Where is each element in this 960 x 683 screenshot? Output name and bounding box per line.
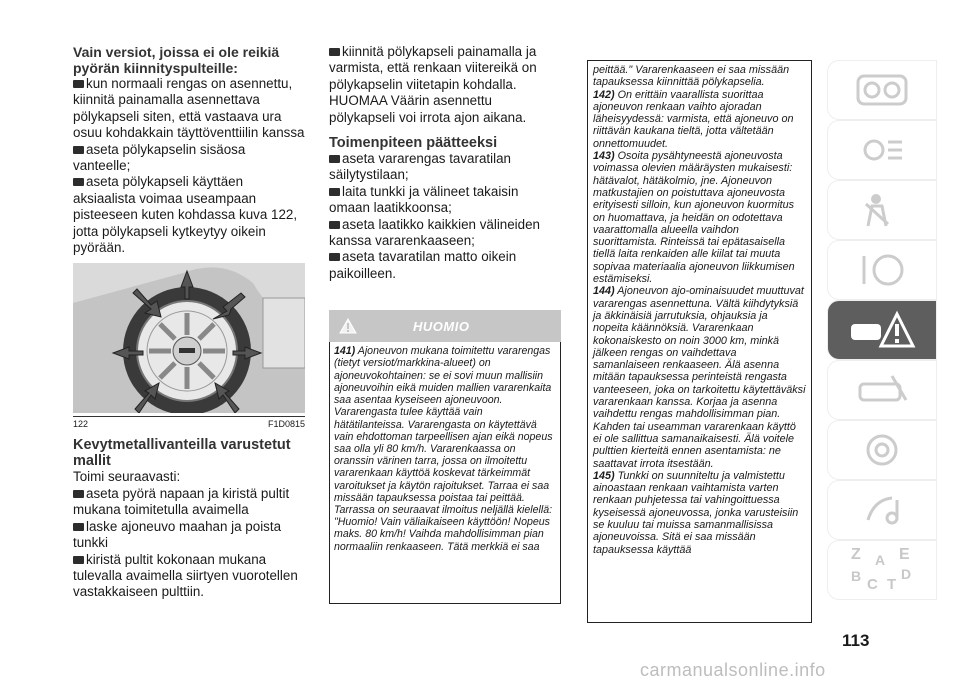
index-letter: B	[851, 568, 862, 584]
note-142	[593, 89, 806, 150]
emergency-icon	[847, 310, 917, 350]
tab-multimedia[interactable]	[827, 480, 937, 540]
multimedia-icon	[852, 490, 912, 530]
list-item: aseta tavaratilan matto oikein paikoilleen.	[329, 249, 561, 282]
note-number: 145)	[593, 469, 615, 482]
list-item: kiinnitä pölykapseli painamalla ja varmista, että renkaan viitereikä on pölykapselin viitetapin kohdalla.	[329, 44, 561, 93]
note-text: Osoita pysähtyneestä ajoneuvosta voimassa olevien määräysten mukaisesti: hätävalot, hätäkolmio, jne. Ajoneuvon matkustajien on poistuttava ajoneuvosta erityisesti silloin, kun ajoneuvon kuormitus on huomattava, ja heidän on odotettava vaarattomalla alueella vaihdon suorittamista. Rinteissä tai epätasaisella tiellä laita renkaiden alle kiilat tai muuta sopivaa materiaalia ajoneuvon liikkumisen estämiseksi.	[593, 150, 795, 286]
tab-lights[interactable]	[827, 120, 937, 180]
index-letter: Z	[851, 546, 861, 563]
list-item: aseta pölykapseli käyttäen aksiaalista voimaa useampaan pisteeseen kuten kohdassa kuva 122, jotta pölykapseli kytkeytyy oikein pyörään.	[73, 174, 305, 256]
note-continuation: peittää." Vararenkaaseen ei saa missään tapauksessa kiinnittää pölykapselia.	[593, 64, 790, 89]
list-item: laske ajoneuvo maahan ja poista tunkki	[73, 519, 305, 552]
tab-index[interactable]	[827, 540, 937, 600]
car-dashboard-icon	[852, 70, 912, 110]
note-text: Tunkki on suunniteltu ja valmistettu ainoastaan renkaan vaihtamista varten renkaan puhjetessa tai vahingoittuessa kyseisessä ajoneuvossa, jonka varusteisiin se kuuluu tai muissa samanmallisissa ajoneuvoissa. Sitä ei saa missään tapauksessa käyttää	[593, 469, 799, 556]
tab-emergency[interactable]	[827, 300, 937, 360]
note-143	[593, 150, 806, 285]
heading-no-bolt-holes: Vain versiot, joissa ei ole reikiä pyörän kiinnityspulteille:	[73, 44, 280, 76]
note-number: 141)	[334, 345, 356, 358]
tab-maintenance[interactable]	[827, 360, 937, 420]
index-letter: A	[875, 552, 886, 568]
note-text: On erittäin vaarallista suorittaa ajoneuvon renkaan vaihto ajoradan läheisyydessä: varmista, että ajoneuvo on riittävän kaukana tieltä, jotta vältetään onnettomuudet.	[593, 88, 794, 150]
maintenance-icon	[852, 370, 912, 410]
footer-watermark: carmanualsonline.info	[640, 660, 826, 680]
warning-box	[329, 342, 561, 604]
index-icon	[847, 546, 917, 594]
column-1	[73, 44, 305, 601]
list-item: kiristä pultit kokonaan mukana tulevalla avaimella siirtyen vuorotellen vastakkaiseen pulttiin.	[73, 552, 305, 601]
column-3-notes-box	[587, 60, 812, 623]
list-item: aseta vararengas tavaratilan säilytystilaan;	[329, 151, 561, 184]
list-item: aseta pölykapselin sisäosa vanteelle;	[73, 142, 305, 175]
note-number: 142)	[593, 88, 615, 101]
tab-starting[interactable]	[827, 240, 937, 300]
steering-key-icon	[852, 250, 912, 290]
list-item: kun normaali rengas on asennettu, kiinnitä painamalla asennettava pölykapseli siten, että vastaava ura osuu kohdakkain täyttöventtiilin kanssa	[73, 76, 305, 141]
wheel-illustration	[73, 263, 305, 413]
figure-number: 122	[73, 419, 89, 430]
tab-dashboard[interactable]	[827, 60, 937, 120]
warning-triangle-icon	[339, 318, 357, 334]
warning-header	[329, 310, 561, 342]
intro-text: Toimi seuraavasti:	[73, 469, 181, 485]
note-number: 144)	[593, 285, 615, 298]
warning-note	[334, 345, 556, 552]
warning-title: HUOMIO	[413, 318, 470, 334]
note-144	[593, 285, 806, 469]
list-item: laita tunkki ja välineet takaisin omaan laatikkoonsa;	[329, 184, 561, 217]
index-letter: D	[901, 566, 912, 582]
technical-data-icon	[852, 430, 912, 470]
note-text: Ajoneuvon ajo-ominaisuudet muuttuvat vararengas asennettuna. Vältä kiihdytyksiä ja äkkinäisiä jarrutuksia, ohjauksia ja nopeita käännöksiä. Vararenkaan kokonaiskesto on noin 3000 km, minkä jälkeen rengas on vaihdettava samanlaiseen renkaaseen. Älä asenna mitään tapauksessa perinteistä rengasta vanteeseen, joka on tarkoitettu käytettäväksi vararenkaan kanssa. Korjaa ja asenna vaihdettu rengas mahdollisimman pian. Kahden tai useamman vararenkaan käyttö ei ole sallittua samanaikaisesti. Älä voitele pulttien kierteitä ennen asentamista: ne saattavat irrota itsestään.	[593, 285, 806, 470]
lights-controls-icon	[852, 130, 912, 170]
list-item: aseta laatikko kaikkien välineiden kanssa vararenkaaseen;	[329, 217, 561, 250]
tab-safety[interactable]	[827, 180, 937, 240]
page-number: 113	[842, 631, 870, 650]
note-145	[593, 470, 806, 556]
list-item: aseta pyörä napaan ja kiristä pultit mukana toimitetulla avaimella	[73, 486, 305, 519]
note-text: Ajoneuvon mukana toimitettu vararengas (tietyt versiot/markkina-alueet) on ajoneuvokohtainen: se ei sovi muun mallisiin ajoneuvoihin eikä muiden mallien vararenkaita saa asentaa kyseiseen ajoneuvoon. Vararengasta tulee käyttää vain hätätilanteissa. Vararengasta on käytettävä vain ehdottoman tarpeellisen ajan eikä nopeus saa olla yli 80 km/h. Vararenkaassa on oranssin värinen tarra, jossa on ilmoitettu vararenkaan käyttöä koskevat tärkeimmät varoitukset ja käytön rajoitukset. Tarraa ei saa missään tapauksessa poistaa tai peittää. Tarrassa on seuraavat ilmoitus neljällä kielellä: "Huomio! Vain väliaikaiseen käyttöön! Nopeus maks. 80 km/h! Vaihda mahdollisimman pian normaaliin renkaaseen. Tätä merkkiä ei saa	[334, 345, 553, 553]
tab-technical-data[interactable]	[827, 420, 937, 480]
heading-finish: Toimenpiteen päätteeksi	[329, 135, 498, 152]
figure-code: F1D0815	[267, 419, 305, 430]
seatbelt-airbag-icon	[852, 190, 912, 230]
wheel-hubcap-figure	[73, 263, 305, 413]
index-letter: T	[887, 576, 897, 593]
column-2	[329, 44, 561, 604]
note-text: HUOMAA Väärin asennettu pölykapseli voi irrota ajon aikana.	[329, 93, 527, 125]
index-letter: C	[867, 576, 878, 593]
figure-caption	[73, 416, 305, 430]
note-number: 143)	[593, 150, 615, 163]
index-letter: E	[899, 546, 910, 563]
heading-alloy-wheels: Kevytmetallivanteilla varustetut mallit	[73, 437, 291, 470]
